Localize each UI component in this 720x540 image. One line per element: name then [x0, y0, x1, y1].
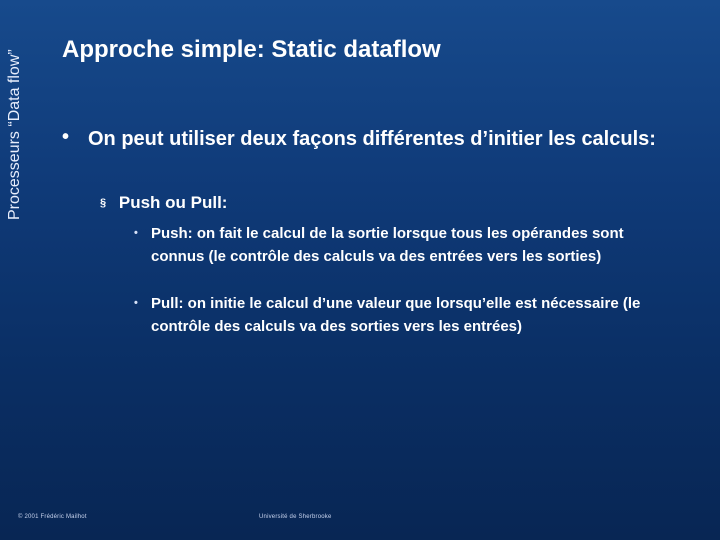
slide-title: Approche simple: Static dataflow — [62, 36, 441, 63]
footer-copyright: © 2001 Frédéric Mailhot — [18, 514, 87, 520]
small-dot-bullet-icon: • — [134, 227, 138, 239]
bullet-level2 — [100, 193, 227, 213]
small-dot-bullet-icon: • — [134, 297, 138, 309]
vertical-section-title: Processeurs “Data flow” — [6, 49, 23, 220]
footer-university: Université de Sherbrooke — [259, 514, 332, 520]
bullet-level3-push — [134, 222, 654, 268]
bullet-level2-text: Push ou Pull: — [118, 193, 228, 212]
bullet-level3-push-text: Push: on fait le calcul de la sortie lorsque tous les opérandes sont connus (le contrôle des calculs va des entrées vers les sorties) — [151, 225, 624, 265]
bullet-level1 — [62, 126, 682, 153]
bullet-level3-pull-text: Pull: on initie le calcul d’une valeur que lorsqu’elle est nécessaire (le contrôle des calculs va des sorties vers les entrées) — [151, 295, 641, 335]
bullet-level1-text: On peut utiliser deux façons différentes d’initier les calculs: — [88, 128, 656, 150]
bullet-dot-icon: • — [62, 126, 70, 148]
section-sign-bullet-icon: § — [100, 197, 107, 209]
bullet-level3-pull — [134, 292, 654, 338]
